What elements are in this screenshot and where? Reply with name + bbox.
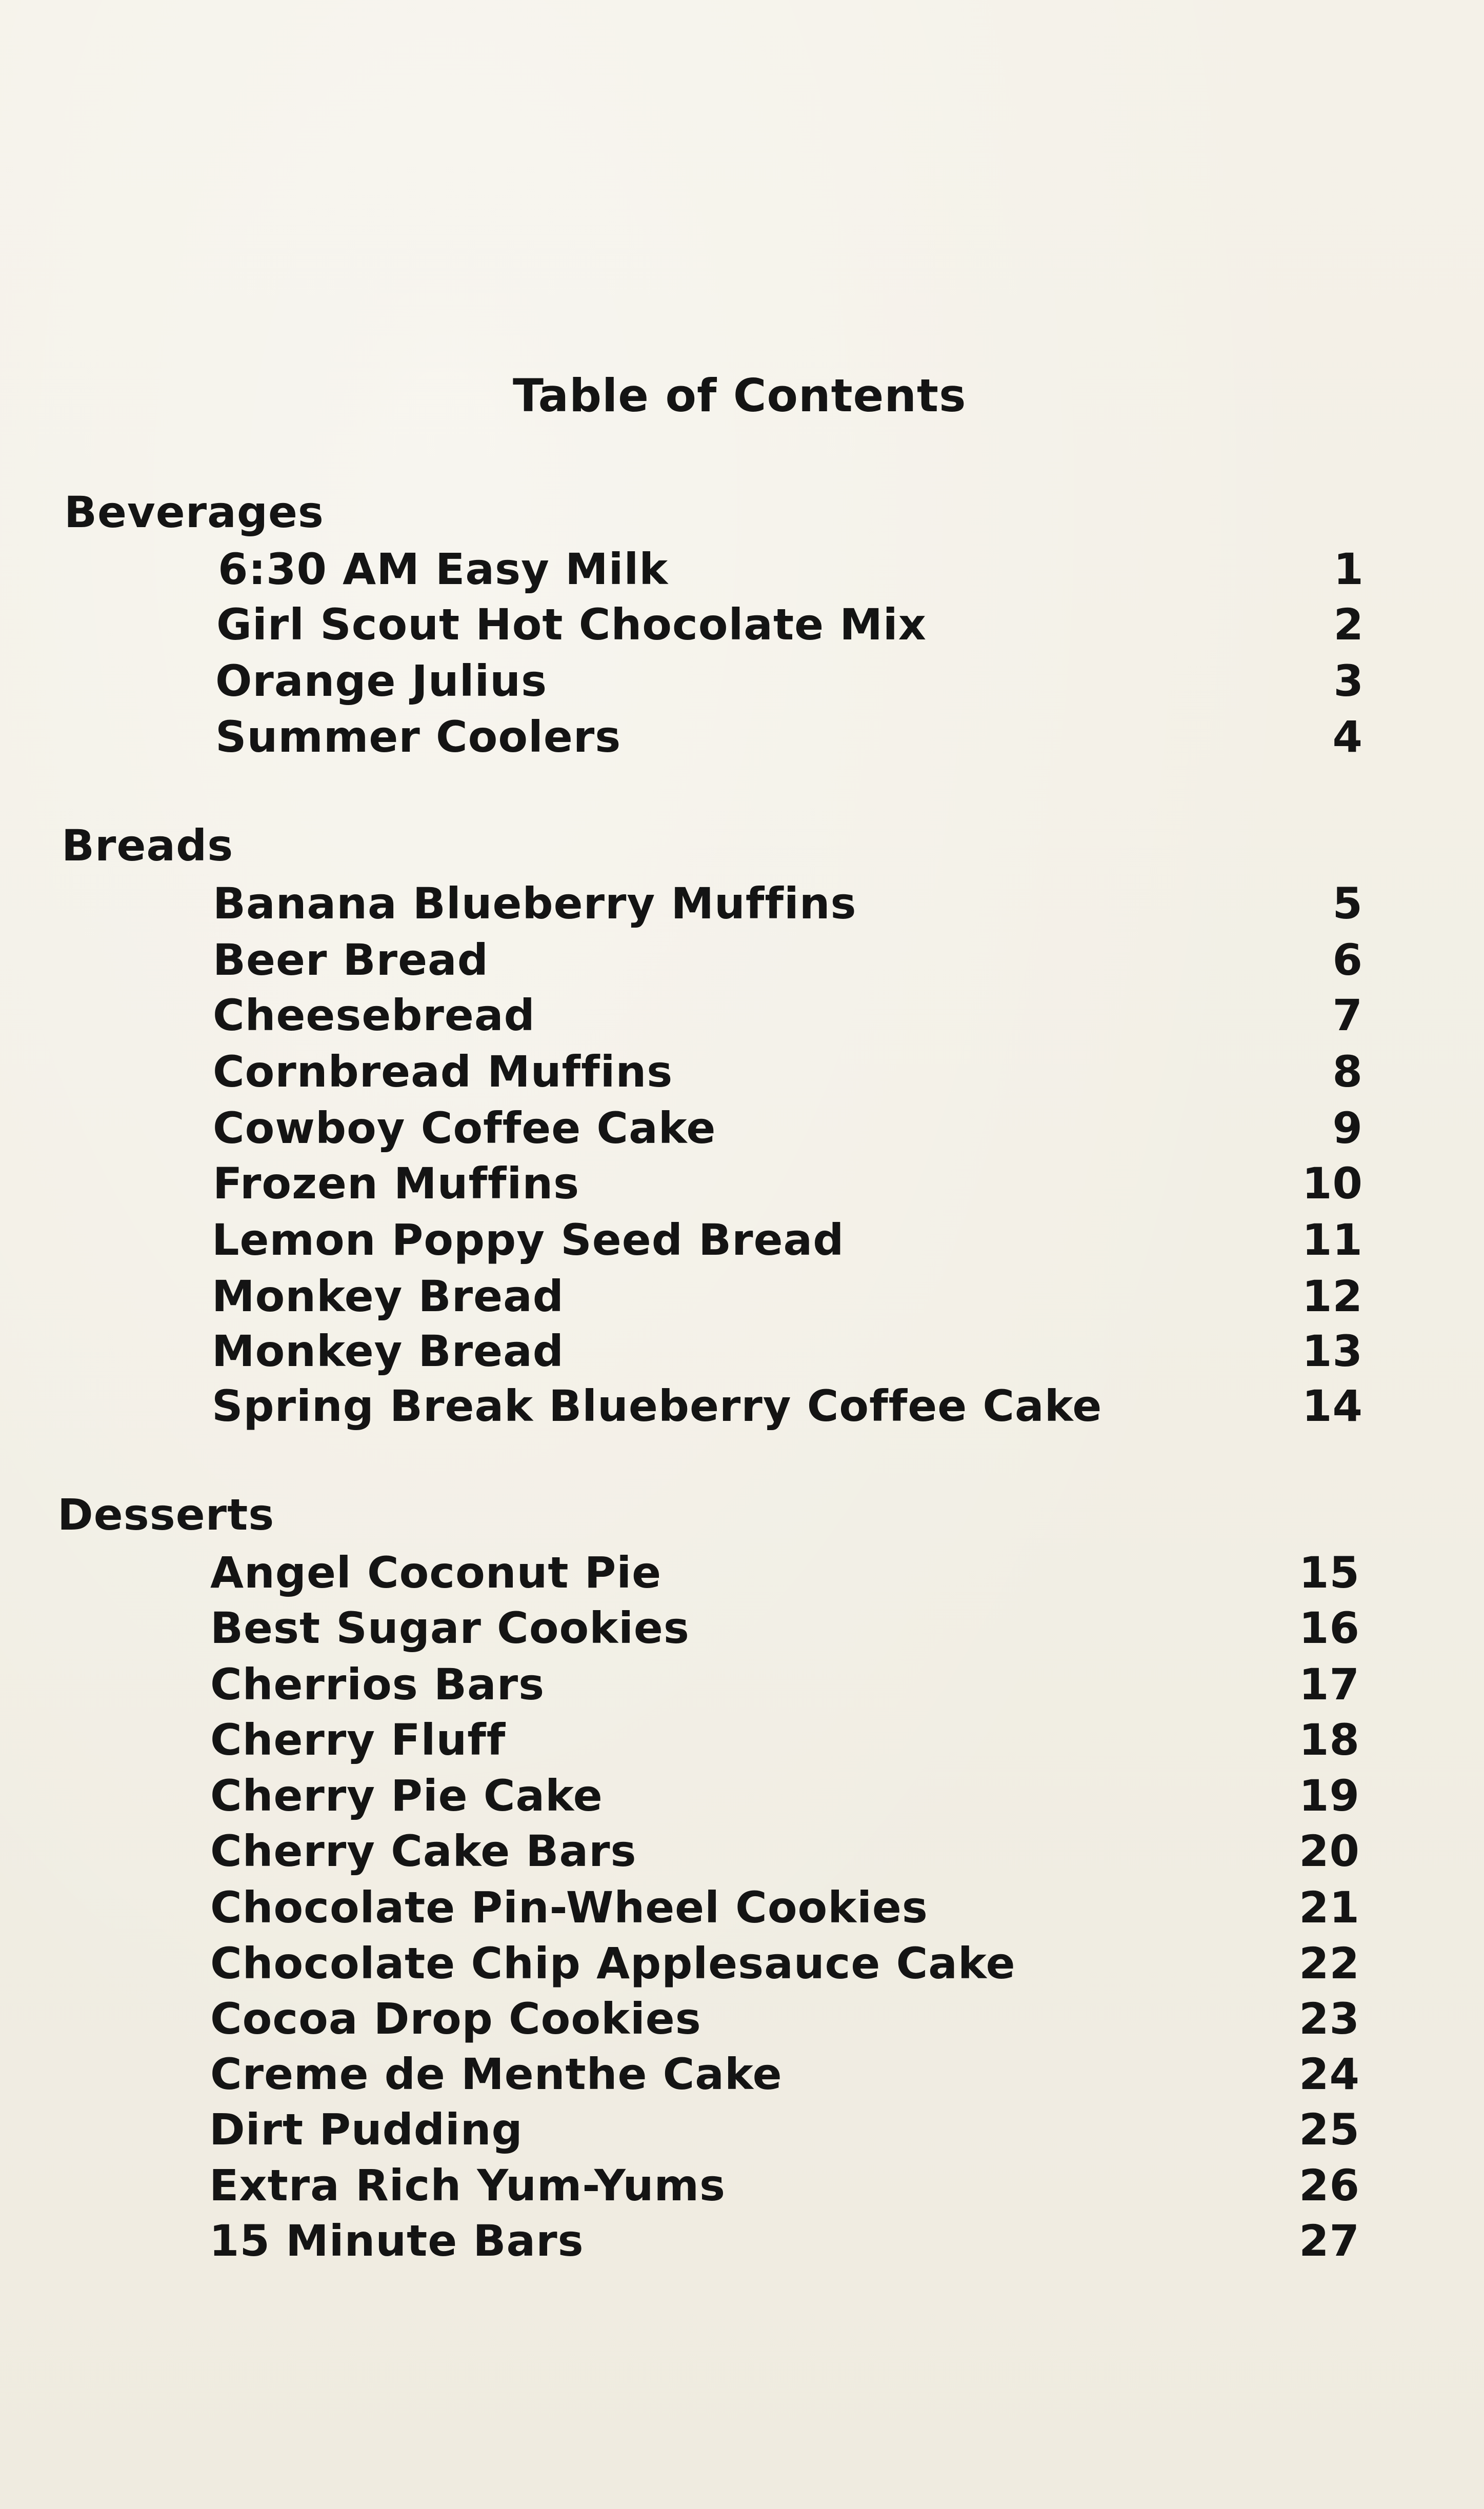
entry-title: Monkey Bread: [212, 1271, 564, 1321]
entry-title: Cherry Cake Bars: [210, 1826, 637, 1876]
entry-title: 15 Minute Bars: [209, 2216, 584, 2266]
toc-entry: [218, 544, 1364, 595]
entry-title: Lemon Poppy Seed Bread: [212, 1215, 845, 1265]
section-heading-breads: Breads: [62, 820, 234, 871]
entry-title: 6:30 AM Easy Milk: [218, 544, 669, 594]
toc-entry: [210, 1547, 1360, 1598]
entry-page-number: 24: [1299, 2049, 1360, 2099]
entry-page-number: 6: [1332, 935, 1363, 985]
entry-page-number: 22: [1299, 1938, 1360, 1989]
toc-entry: [210, 1825, 1360, 1877]
entry-title: Banana Blueberry Muffins: [213, 878, 857, 929]
toc-entry: [212, 1271, 1363, 1322]
entry-page-number: 18: [1299, 1715, 1360, 1765]
toc-entry: [210, 1882, 1360, 1933]
entry-title: Cocoa Drop Cookies: [210, 1994, 701, 2044]
entry-title: Cherry Fluff: [210, 1715, 506, 1765]
toc-entry: [216, 599, 1364, 650]
entry-title: Frozen Muffins: [213, 1158, 580, 1209]
entry-title: Cherrios Bars: [210, 1659, 545, 1710]
entry-page-number: 13: [1302, 1326, 1363, 1376]
toc-entry: [215, 711, 1363, 762]
toc-entry: [213, 878, 1363, 929]
toc-entry: [210, 1770, 1360, 1821]
toc-entry: [210, 2049, 1360, 2100]
toc-entry: [209, 2215, 1360, 2266]
entry-title: Creme de Menthe Cake: [210, 2049, 783, 2099]
entry-page-number: 2: [1333, 599, 1364, 650]
entry-page-number: 3: [1333, 656, 1364, 706]
toc-entry: [213, 1046, 1363, 1097]
entry-page-number: 17: [1299, 1659, 1360, 1710]
entry-title: Chocolate Pin-Wheel Cookies: [210, 1882, 928, 1933]
entry-title: Dirt Pudding: [209, 2104, 523, 2155]
toc-entry: [213, 990, 1363, 1041]
entry-page-number: 25: [1299, 2104, 1360, 2155]
entry-page-number: 19: [1299, 1771, 1360, 1821]
entry-page-number: 4: [1332, 712, 1363, 762]
entry-page-number: 1: [1333, 544, 1364, 594]
entry-page-number: 20: [1299, 1826, 1360, 1876]
toc-entry: [209, 2160, 1360, 2211]
entry-title: Beer Bread: [213, 935, 489, 985]
entry-title: Cowboy Coffee Cake: [213, 1103, 716, 1153]
entry-title: Cherry Pie Cake: [210, 1771, 603, 1821]
entry-title: Monkey Bread: [212, 1326, 564, 1376]
entry-page-number: 26: [1299, 2160, 1360, 2211]
entry-page-number: 5: [1332, 878, 1363, 929]
entry-title: Spring Break Blueberry Coffee Cake: [212, 1381, 1102, 1431]
entry-page-number: 21: [1299, 1882, 1360, 1933]
toc-entry: [209, 2104, 1360, 2155]
entry-title: Summer Coolers: [215, 712, 621, 762]
section-heading-beverages: Beverages: [64, 487, 324, 537]
entry-title: Girl Scout Hot Chocolate Mix: [216, 599, 927, 650]
entry-title: Angel Coconut Pie: [210, 1548, 662, 1598]
entry-title: Extra Rich Yum-Yums: [209, 2160, 726, 2211]
entry-title: Chocolate Chip Applesauce Cake: [210, 1938, 1016, 1989]
toc-entry: [210, 1659, 1360, 1710]
toc-entry: [212, 1214, 1363, 1266]
entry-title: Best Sugar Cookies: [210, 1603, 690, 1653]
toc-entry: [213, 934, 1363, 986]
entry-page-number: 12: [1302, 1271, 1363, 1321]
toc-entry: [210, 1938, 1360, 1989]
entry-page-number: 7: [1332, 990, 1363, 1040]
toc-entry: [210, 1993, 1360, 2044]
entry-page-number: 14: [1302, 1381, 1363, 1431]
entry-page-number: 8: [1332, 1047, 1363, 1097]
entry-title: Orange Julius: [215, 656, 548, 706]
toc-entry: [215, 655, 1364, 707]
toc-entry: [210, 1714, 1360, 1765]
entry-title: Cheesebread: [213, 990, 535, 1040]
entry-page-number: 11: [1302, 1215, 1363, 1265]
page-title: Table of Contents: [513, 369, 967, 422]
toc-entry: [213, 1102, 1363, 1154]
entry-page-number: 16: [1299, 1603, 1360, 1653]
toc-entry: [212, 1380, 1363, 1432]
entry-page-number: 9: [1332, 1103, 1363, 1153]
entry-page-number: 10: [1302, 1158, 1363, 1209]
section-heading-desserts: Desserts: [57, 1490, 275, 1540]
toc-entry: [213, 1158, 1363, 1209]
toc-entry: [210, 1602, 1360, 1654]
entry-page-number: 15: [1299, 1548, 1360, 1598]
toc-entry: [212, 1326, 1363, 1377]
entry-title: Cornbread Muffins: [213, 1047, 673, 1097]
entry-page-number: 23: [1299, 1994, 1360, 2044]
entry-page-number: 27: [1299, 2216, 1360, 2266]
